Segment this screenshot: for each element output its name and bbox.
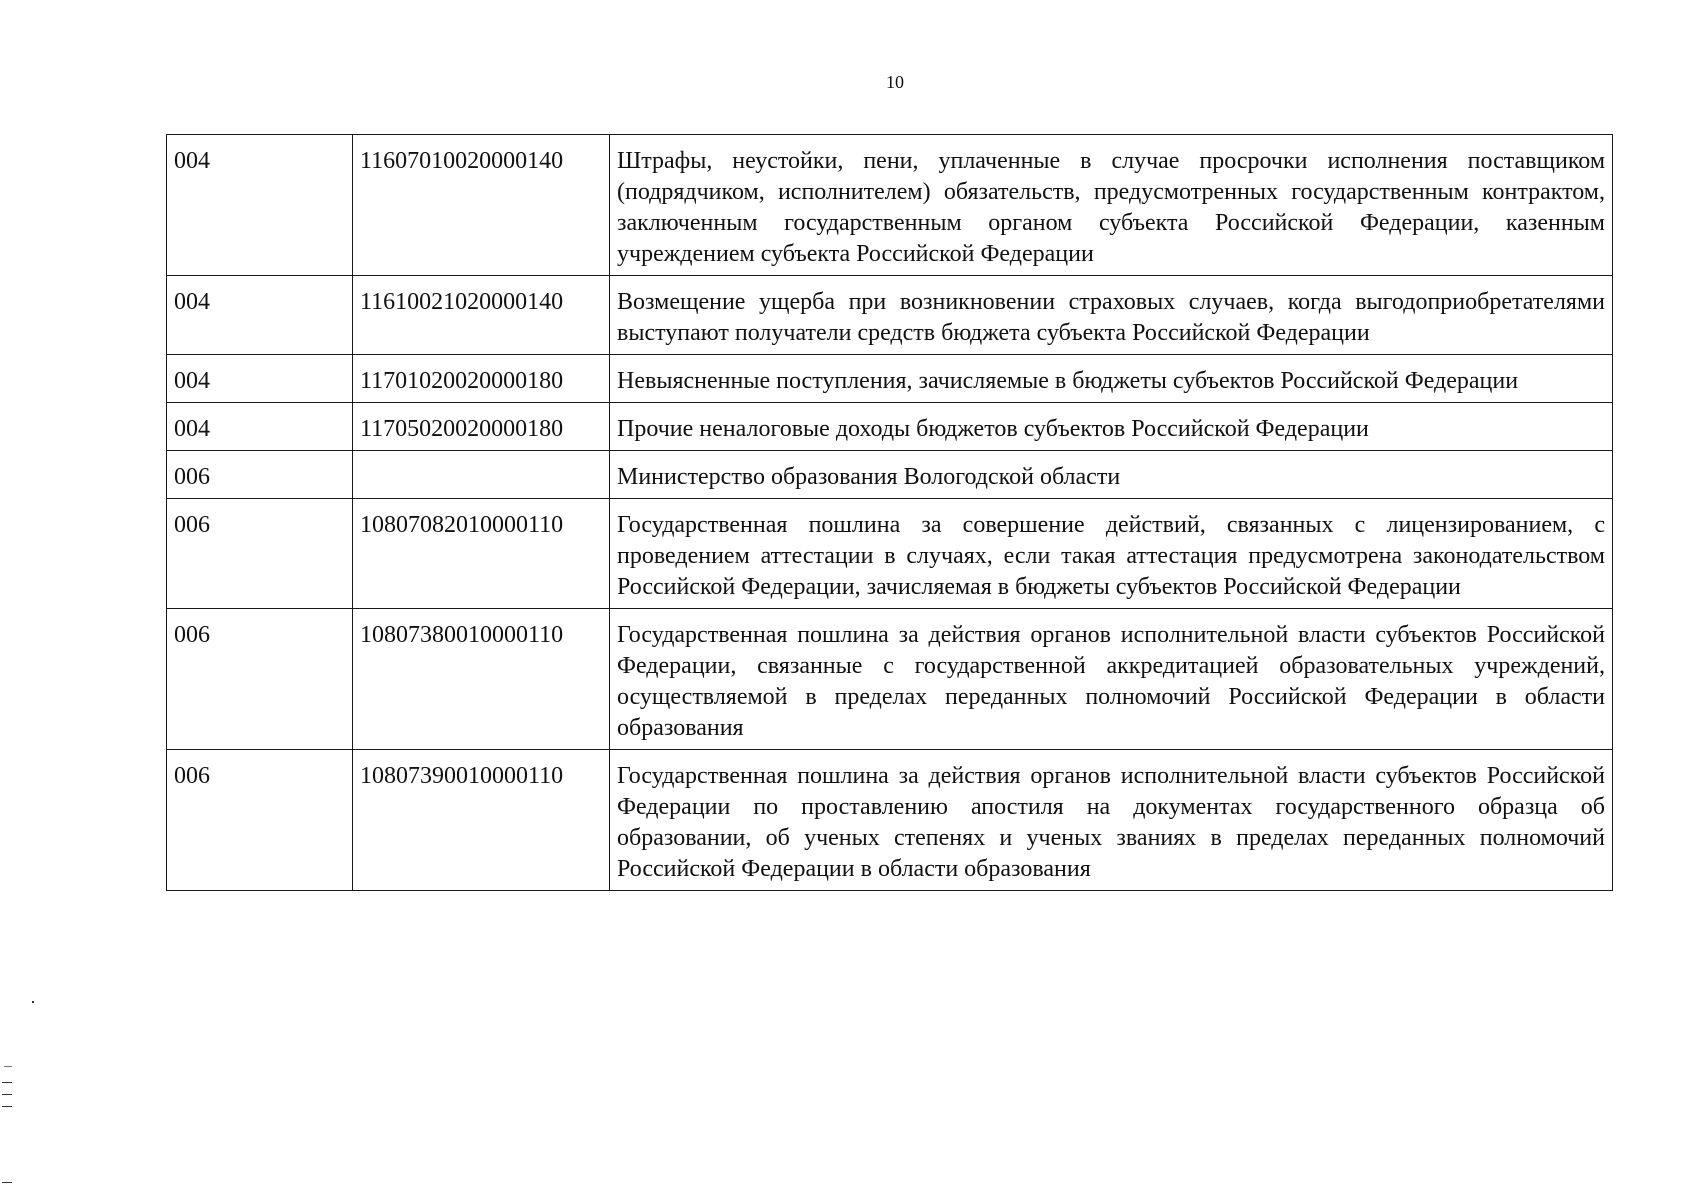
scan-artifact [2, 1082, 12, 1083]
table-row [167, 135, 1613, 276]
kbk-cell [353, 451, 610, 499]
kbk-cell: 10807390010000110 [353, 750, 610, 891]
description-cell: Государственная пошлина за действия органов исполнительной власти субъектов Российской Федерации, связанные с государственной аккредитацией образовательных учреждений, осуществляемой в пределах переданных полномочий Российской Федерации в области образования [610, 609, 1613, 750]
description-cell: Возмещение ущерба при возникновении страховых случаев, когда выгодоприобретателями выступают получатели средств бюджета субъекта Российской Федерации [610, 276, 1613, 355]
table-row [167, 451, 1613, 499]
description-cell: Министерство образования Вологодской области [610, 451, 1613, 499]
table-row [167, 750, 1613, 891]
description-cell: Штрафы, неустойки, пени, уплаченные в случае просрочки исполнения поставщиком (подрядчиком, исполнителем) обязательств, предусмотренных государственным контрактом, заключенным государственным органом субъекта Российской Федерации, казенным учреждением субъекта Российской Федерации [610, 135, 1613, 276]
table-row [167, 276, 1613, 355]
description-cell: Прочие неналоговые доходы бюджетов субъектов Российской Федерации [610, 403, 1613, 451]
scan-artifact [2, 1094, 12, 1095]
admin-code-cell: 006 [167, 499, 353, 609]
table-row [167, 403, 1613, 451]
admin-code-cell: 004 [167, 355, 353, 403]
page-number: 10 [886, 72, 904, 92]
revenue-codes-table [166, 134, 1613, 891]
description-cell: Государственная пошлина за совершение действий, связанных с лицензированием, с проведением аттестации в случаях, если такая аттестация предусмотрена законодательством Российской Федерации, зачисляемая в бюджеты субъектов Российской Федерации [610, 499, 1613, 609]
scan-artifact [32, 1001, 34, 1003]
table-row [167, 609, 1613, 750]
admin-code-cell: 004 [167, 135, 353, 276]
kbk-cell: 10807380010000110 [353, 609, 610, 750]
kbk-cell: 11705020020000180 [353, 403, 610, 451]
scan-artifact [2, 1182, 12, 1183]
kbk-cell: 10807082010000110 [353, 499, 610, 609]
kbk-cell: 11607010020000140 [353, 135, 610, 276]
kbk-cell: 11610021020000140 [353, 276, 610, 355]
scan-artifact [4, 1066, 12, 1067]
admin-code-cell: 004 [167, 276, 353, 355]
admin-code-cell: 004 [167, 403, 353, 451]
kbk-cell: 11701020020000180 [353, 355, 610, 403]
admin-code-cell: 006 [167, 451, 353, 499]
description-cell: Невыясненные поступления, зачисляемые в бюджеты субъектов Российской Федерации [610, 355, 1613, 403]
table-row [167, 499, 1613, 609]
description-cell: Государственная пошлина за действия органов исполнительной власти субъектов Российской Федерации по проставлению апостиля на документах государственного образца об образовании, об ученых степенях и ученых званиях в пределах переданных полномочий Российской Федерации в области образования [610, 750, 1613, 891]
admin-code-cell: 006 [167, 609, 353, 750]
table-row [167, 355, 1613, 403]
admin-code-cell: 006 [167, 750, 353, 891]
scan-artifact [2, 1106, 12, 1107]
